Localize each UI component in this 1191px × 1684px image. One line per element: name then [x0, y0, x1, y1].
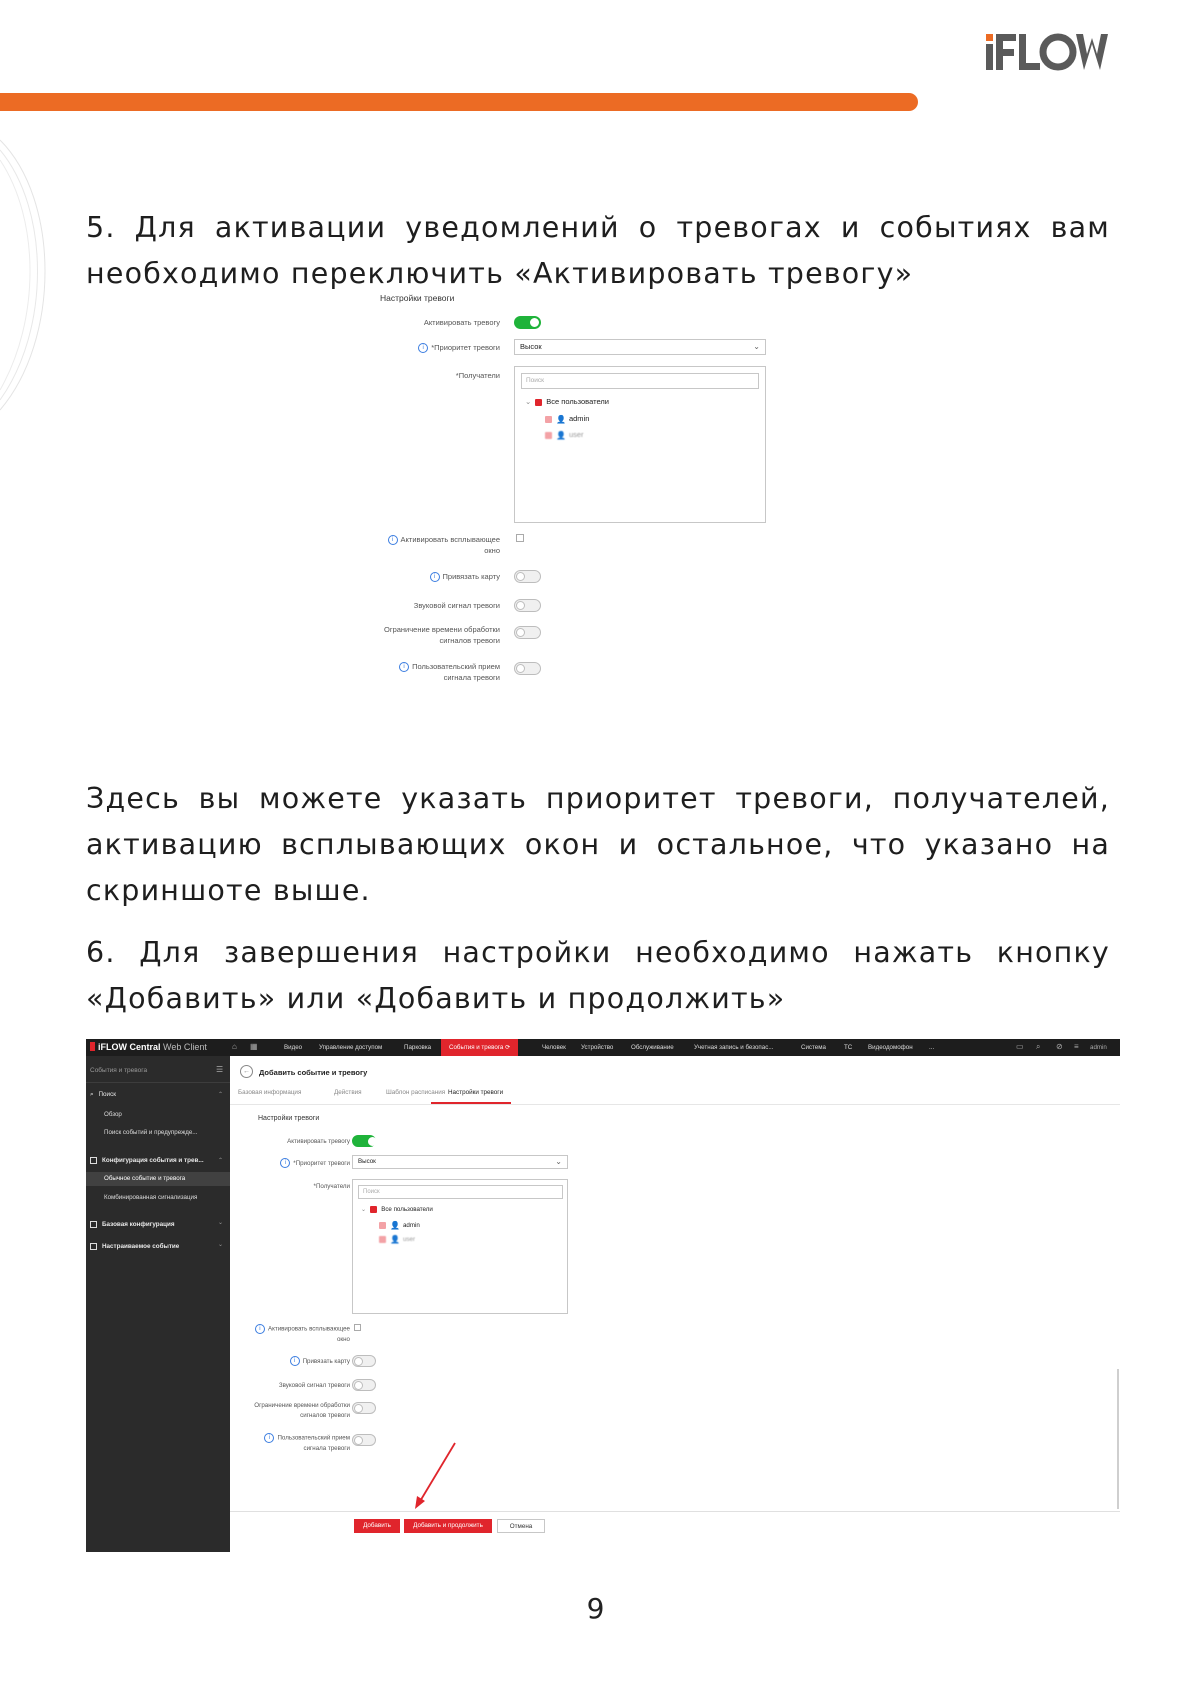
header-accent-bar	[0, 93, 918, 111]
chevron-down-icon: ⌄	[753, 342, 760, 351]
alarm-settings-screenshot	[370, 293, 800, 738]
config-icon	[90, 1221, 97, 1228]
link-map-label: i Привязать карту	[430, 571, 500, 582]
cancel-button[interactable]: Отмена	[497, 1519, 545, 1533]
description-text: Здесь вы можете указать приоритет тревоги, получателей, активацию всплывающих окон и остальное, что указано на скриншоте выше.	[86, 782, 1110, 907]
custom-receive-label: i Пользовательский прием сигнала тревоги	[264, 1433, 350, 1454]
popup-label: i Активировать всплывающее окно	[255, 1324, 350, 1345]
nav-access-control[interactable]: Управление доступом	[319, 1044, 383, 1051]
time-limit-label: Ограничение времени обработки сигналов тревоги	[384, 625, 500, 645]
sidebar-item-overview[interactable]: Обзор	[104, 1111, 122, 1118]
tree-root[interactable]: ⌄ Все пользователи	[361, 1206, 433, 1214]
tab-actions[interactable]: Действия	[334, 1089, 362, 1096]
brand-logo-icon	[90, 1042, 95, 1051]
custom-receive-toggle[interactable]	[352, 1434, 376, 1446]
link-map-toggle[interactable]	[352, 1355, 376, 1367]
sidebar-item-event-search[interactable]: Поиск событий и предупрежде...	[104, 1129, 198, 1136]
checkbox-checked-icon[interactable]	[379, 1236, 386, 1243]
checkbox-checked-icon[interactable]	[545, 432, 552, 439]
page-number: 9	[586, 1592, 605, 1625]
sound-toggle[interactable]	[514, 599, 541, 612]
nav-system[interactable]: Система	[801, 1044, 826, 1051]
info-icon: i	[388, 535, 398, 545]
recipients-panel	[514, 366, 766, 523]
info-icon: i	[418, 343, 428, 353]
chevron-up-icon: ⌃	[218, 1092, 224, 1098]
search-icon: ⌕	[90, 1091, 94, 1098]
back-icon[interactable]: ←	[240, 1065, 253, 1078]
iflow-logo	[986, 30, 1126, 74]
nav-account-security[interactable]: Учетная запись и безопас...	[694, 1044, 774, 1051]
sound-toggle[interactable]	[352, 1379, 376, 1391]
recipients-search-input[interactable]: Поиск	[358, 1185, 563, 1199]
sidebar-item-custom-event[interactable]: Настраиваемое событие	[90, 1243, 179, 1250]
sound-label: Звуковой сигнал тревоги	[278, 1382, 350, 1389]
top-navigation-bar	[86, 1039, 1120, 1056]
info-icon: i	[399, 662, 409, 672]
page-title: Добавить событие и тревогу	[259, 1068, 368, 1077]
sidebar-item-normal-event[interactable]: Обычное событие и тревога	[104, 1175, 186, 1182]
popup-checkbox[interactable]	[516, 534, 524, 542]
recipients-search-input[interactable]: Поиск	[521, 373, 759, 389]
checkbox-checked-icon[interactable]	[370, 1206, 377, 1213]
checkbox-checked-icon[interactable]	[545, 416, 552, 423]
time-limit-label: Ограничение времени обработки сигналов тревоги	[254, 1402, 350, 1419]
compass-icon[interactable]: ⊘	[1056, 1042, 1063, 1051]
chevron-down-icon: ⌄	[555, 1157, 562, 1166]
step-5-text: 5. Для активации уведомлений о тревогах и событиях вам необходимо переключить «Активировать тревогу»	[86, 211, 1110, 290]
popup-checkbox[interactable]	[354, 1324, 361, 1331]
user-icon: 👤	[390, 1235, 400, 1244]
priority-select[interactable]: Высок ⌄	[352, 1155, 568, 1169]
info-icon: i	[255, 1324, 265, 1334]
sidebar-divider	[86, 1082, 230, 1083]
time-limit-toggle[interactable]	[514, 626, 541, 639]
activate-alarm-toggle[interactable]	[352, 1135, 376, 1147]
recipients-label: *Получатели	[455, 371, 500, 380]
nav-events-alarms[interactable]: События и тревога ⟳	[441, 1039, 518, 1056]
info-icon: i	[430, 572, 440, 582]
add-button[interactable]: Добавить	[354, 1519, 400, 1533]
chevron-up-icon: ⌃	[218, 1158, 224, 1164]
popup-label: i Активировать всплывающее окно	[388, 534, 500, 556]
recipients-panel	[352, 1179, 568, 1314]
user-menu[interactable]: admin	[1090, 1044, 1107, 1051]
recipients-label: *Получатели	[313, 1183, 350, 1190]
home-icon[interactable]: ⌂	[232, 1042, 237, 1051]
red-arrow-annotation	[411, 1441, 461, 1511]
info-icon: i	[264, 1433, 274, 1443]
sound-label: Звуковой сигнал тревоги	[413, 601, 500, 610]
nav-maintenance[interactable]: Обслуживание	[631, 1044, 674, 1051]
link-map-label: i Привязать карту	[290, 1356, 350, 1367]
tree-user-admin[interactable]: 👤 admin	[379, 1221, 420, 1230]
sidebar-item-combined-alarm[interactable]: Комбинированная сигнализация	[104, 1194, 198, 1201]
user-icon: 👤	[390, 1221, 400, 1230]
document-icon	[90, 1157, 97, 1164]
nav-vehicle[interactable]: ТС	[844, 1044, 853, 1051]
step-6-text: 6. Для завершения настройки необходимо нажать кнопку «Добавить» или «Добавить и продолжить»	[86, 936, 1110, 1015]
sidebar-item-search[interactable]: ⌕ Поиск	[90, 1091, 116, 1098]
chevron-down-icon: ⌄	[361, 1206, 367, 1214]
user-icon: 👤	[556, 414, 566, 424]
sidebar-title: События и тревога	[90, 1067, 148, 1074]
activate-alarm-label: Активировать тревогу	[423, 318, 500, 327]
activate-alarm-label: Активировать тревогу	[287, 1138, 350, 1145]
apps-grid-icon[interactable]: ▦	[250, 1042, 258, 1051]
custom-receive-label: i Пользовательский прием сигнала тревоги	[399, 661, 500, 683]
document-icon	[90, 1243, 97, 1250]
nav-person[interactable]: Человек	[542, 1044, 566, 1051]
chevron-down-icon: ⌄	[218, 1220, 224, 1226]
time-limit-toggle[interactable]	[352, 1402, 376, 1414]
checkbox-checked-icon[interactable]	[535, 399, 542, 406]
tabs-divider	[230, 1104, 1120, 1105]
search-icon[interactable]: ⌕	[1036, 1042, 1041, 1051]
chevron-down-icon: ⌄	[525, 397, 532, 406]
alarm-settings-title: Настройки тревоги	[380, 293, 455, 303]
scrollbar[interactable]	[1117, 1369, 1119, 1509]
info-icon: i	[290, 1356, 300, 1366]
menu-icon[interactable]: ≡	[1074, 1042, 1079, 1051]
app-brand: iFLOW Central Web Client	[90, 1042, 207, 1052]
nav-more[interactable]: ...	[929, 1044, 935, 1051]
sidebar-item-basic-config[interactable]: Базовая конфигурация	[90, 1221, 175, 1228]
footer-divider	[230, 1511, 1120, 1512]
refresh-icon: ⟳	[505, 1044, 511, 1051]
nav-device[interactable]: Устройство	[581, 1044, 614, 1051]
nav-video[interactable]: Видео	[284, 1044, 303, 1051]
tab-schedule[interactable]: Шаблон расписания	[386, 1089, 446, 1096]
priority-label: i *Приоритет тревоги	[280, 1158, 350, 1169]
sidebar-item-config[interactable]: Конфигурация события и трев...	[90, 1157, 204, 1164]
custom-receive-toggle[interactable]	[514, 662, 541, 675]
sidebar	[86, 1056, 230, 1552]
nav-parking[interactable]: Парковка	[404, 1044, 432, 1051]
nav-intercom[interactable]: Видеодомофон	[868, 1044, 913, 1051]
tree-user-2[interactable]: 👤 user	[545, 430, 584, 440]
activate-alarm-toggle[interactable]	[514, 316, 541, 329]
checkbox-checked-icon[interactable]	[379, 1222, 386, 1229]
chevron-down-icon: ⌄	[218, 1242, 224, 1248]
tree-root[interactable]: ⌄ Все пользователи	[525, 397, 609, 406]
user-icon: 👤	[556, 430, 566, 440]
collapse-menu-icon[interactable]: ☰	[216, 1065, 224, 1074]
priority-select[interactable]: Высок ⌄	[514, 339, 766, 355]
tab-alarm-settings[interactable]: Настройки тревоги	[448, 1089, 504, 1096]
folder-icon[interactable]: ▭	[1016, 1042, 1024, 1051]
priority-label: i *Приоритет тревоги	[418, 342, 500, 353]
decorative-arcs	[0, 120, 60, 420]
add-continue-button[interactable]: Добавить и продолжить	[404, 1519, 492, 1533]
alarm-settings-title: Настройки тревоги	[258, 1115, 320, 1122]
tree-user-2[interactable]: 👤 user	[379, 1235, 415, 1244]
web-client-screenshot	[86, 1039, 1120, 1552]
tab-basic-info[interactable]: Базовая информация	[238, 1089, 302, 1096]
info-icon: i	[280, 1158, 290, 1168]
link-map-toggle[interactable]	[514, 570, 541, 583]
tree-user-admin[interactable]: 👤 admin	[545, 414, 589, 424]
